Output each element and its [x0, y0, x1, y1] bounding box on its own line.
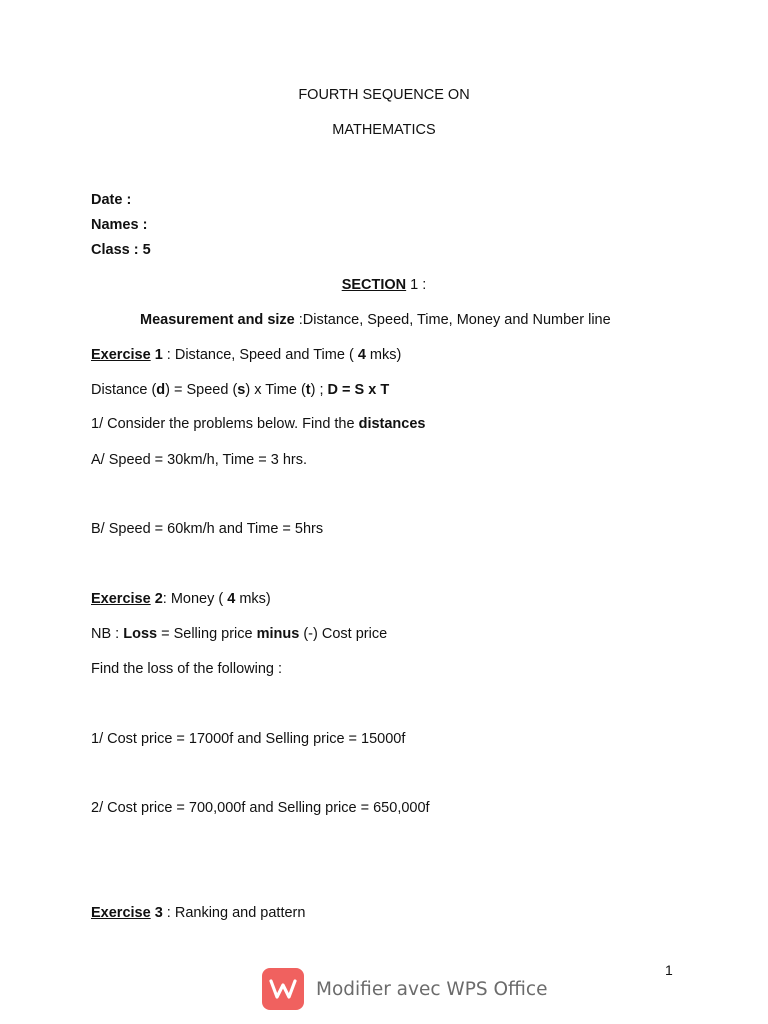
formula-d: d: [156, 382, 166, 398]
formula-part: ) = Speed (: [165, 382, 238, 398]
document-title-line1: FOURTH SEQUENCE ON: [298, 87, 470, 103]
page-number: 1: [665, 962, 673, 978]
instruction-bold: distances: [358, 416, 426, 432]
wps-edit-link[interactable]: Modifier avec WPS Office: [316, 978, 548, 1000]
exercise1-heading: [91, 345, 401, 365]
exercise2-text: : Money (: [162, 591, 228, 607]
topic-label: Measurement and size: [140, 312, 295, 328]
nb-suffix: (-) Cost price: [299, 626, 388, 642]
exercise2-label: Exercise: [91, 591, 151, 607]
exercise1-marks-suffix: mks): [365, 347, 402, 363]
exercise2-heading: [91, 589, 271, 609]
exercise1-label: Exercise: [91, 347, 151, 363]
names-field: Names :: [91, 217, 148, 233]
formula-part: ) x Time (: [245, 382, 306, 398]
formula-s: s: [237, 382, 246, 398]
problem-a: A/ Speed = 30km/h, Time = 3 hrs.: [91, 452, 307, 468]
exercise3-text: : Ranking and pattern: [162, 905, 306, 921]
exercise1-text: : Distance, Speed and Time (: [162, 347, 358, 363]
topic-text: :Distance, Speed, Time, Money and Number line: [294, 312, 611, 328]
problem-b: B/ Speed = 60km/h and Time = 5hrs: [91, 521, 324, 537]
formula-part: Distance (: [91, 382, 157, 398]
nb-prefix: NB :: [91, 626, 124, 642]
distance-formula: [91, 380, 389, 400]
wps-edit-badge[interactable]: [262, 968, 547, 1010]
document-title-line2: MATHEMATICS: [332, 122, 436, 138]
nb-mid: = Selling price: [157, 626, 257, 642]
exercise2-marks-suffix: mks): [235, 591, 271, 607]
date-field: Date :: [91, 192, 132, 208]
section-label: SECTION: [341, 277, 407, 293]
exercise1-number: 1: [150, 347, 163, 363]
exercise1-marks: 4: [357, 347, 366, 363]
nb-minus: minus: [256, 626, 300, 642]
exercise2-number: 2: [150, 591, 163, 607]
section-number: 1 :: [406, 277, 427, 293]
instruction-text: 1/ Consider the problems below. Find the: [91, 416, 359, 432]
formula-part: ) ;: [310, 382, 328, 398]
formula-equation: D = S x T: [327, 382, 390, 398]
topic-line: [140, 310, 611, 330]
exercise1-instruction: [91, 414, 426, 434]
exercise3-label: Exercise: [91, 905, 151, 921]
exercise3-heading: [91, 903, 305, 923]
formula-t: t: [305, 382, 311, 398]
nb-loss: Loss: [123, 626, 158, 642]
class-field: Class : 5: [91, 242, 151, 258]
exercise2-marks: 4: [227, 591, 236, 607]
exercise2-instruction: Find the loss of the following :: [91, 661, 283, 677]
nb-line: [91, 624, 387, 644]
problem-1: 1/ Cost price = 17000f and Selling price = 15000f: [91, 731, 406, 747]
section-heading: [0, 275, 768, 295]
exercise3-number: 3: [150, 905, 163, 921]
wps-logo-icon: [262, 968, 304, 1010]
problem-2: 2/ Cost price = 700,000f and Selling price = 650,000f: [91, 800, 430, 816]
